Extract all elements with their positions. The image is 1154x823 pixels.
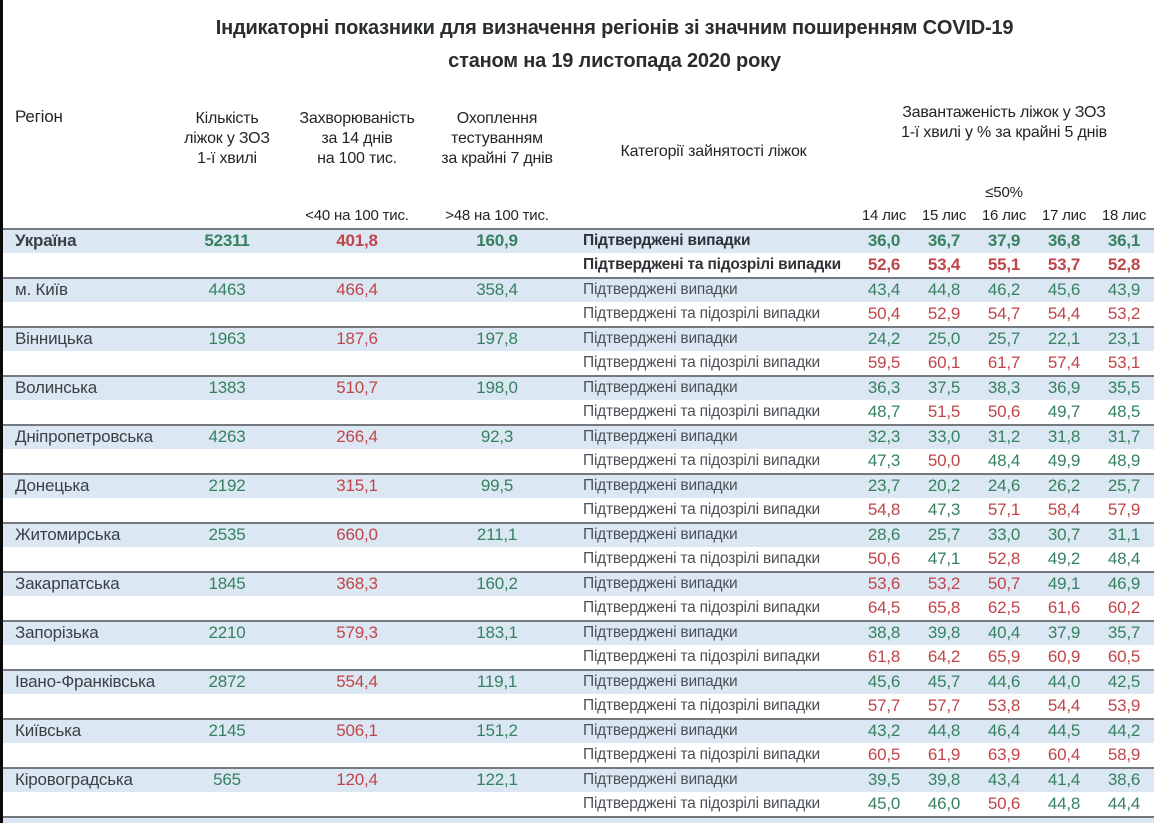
testing-empty-cell [421, 302, 573, 327]
occupancy-confirmed-value: 22,1 [1034, 326, 1094, 351]
beds-value: 4263 [161, 424, 293, 449]
occupancy-confirmed-value: 38,3 [974, 375, 1034, 400]
incidence-empty-cell [293, 547, 421, 572]
incidence-empty-cell [293, 596, 421, 621]
occupancy-confirmed-value: 25,7 [974, 326, 1034, 351]
testing-value: 160,2 [421, 571, 573, 596]
occupancy-suspected-value: 48,4 [1094, 547, 1154, 572]
incidence-value: 554,4 [293, 669, 421, 694]
occupancy-suspected-value: 65,8 [914, 596, 974, 621]
occupancy-confirmed-value: 49,1 [1034, 571, 1094, 596]
testing-value: 160,9 [421, 228, 573, 253]
occupancy-confirmed-value: 35,5 [1094, 375, 1154, 400]
region-empty-cell [3, 498, 161, 523]
category-confirmed-label: Підтверджені випадки [573, 424, 854, 449]
occupancy-suspected-value: 49,2 [1034, 547, 1094, 572]
testing-empty-cell [421, 596, 573, 621]
testing-value: 151,2 [421, 718, 573, 743]
incidence-value: 506,1 [293, 718, 421, 743]
occupancy-confirmed-value: 37,9 [974, 228, 1034, 253]
occupancy-confirmed-value: 31,8 [1034, 424, 1094, 449]
occupancy-suspected-value: 47,3 [854, 449, 914, 474]
incidence-empty-cell [293, 792, 421, 817]
occupancy-suspected-value: 60,5 [854, 743, 914, 768]
testing-value: 92,3 [421, 424, 573, 449]
region-name: Волинська [3, 375, 161, 400]
occupancy-confirmed-value: 53,2 [914, 571, 974, 596]
occupancy-confirmed-value: 39,8 [914, 767, 974, 792]
beds-value: 1963 [161, 326, 293, 351]
occupancy-suspected-value: 50,6 [854, 547, 914, 572]
beds-value: 1383 [161, 375, 293, 400]
occupancy-confirmed-value: 36,8 [1034, 228, 1094, 253]
category-suspected-label: Підтверджені та підозрілі випадки [573, 596, 854, 621]
region-empty-cell [3, 253, 161, 278]
occupancy-suspected-value: 59,5 [854, 351, 914, 376]
occupancy-confirmed-value: 44,8 [914, 718, 974, 743]
beds-empty-cell [161, 351, 293, 376]
testing-empty-cell [421, 351, 573, 376]
occupancy-suspected-value: 54,4 [1034, 302, 1094, 327]
incidence-value: 466,4 [293, 277, 421, 302]
beds-value: 1845 [161, 571, 293, 596]
occupancy-suspected-value: 52,8 [974, 547, 1034, 572]
occupancy-confirmed-value: 46,2 [974, 277, 1034, 302]
incidence-threshold-label: <40 на 100 тис. [305, 206, 409, 224]
region-empty-cell [3, 743, 161, 768]
occupancy-suspected-value: 57,9 [1094, 498, 1154, 523]
table-body [3, 228, 1154, 816]
occupancy-suspected-value: 48,7 [854, 400, 914, 425]
occupancy-confirmed-value: 30,7 [1034, 522, 1094, 547]
beds-empty-cell [161, 645, 293, 670]
occupancy-suspected-value: 52,9 [914, 302, 974, 327]
category-suspected-label: Підтверджені та підозрілі випадки [573, 449, 854, 474]
occupancy-confirmed-value: 23,7 [854, 473, 914, 498]
category-suspected-label: Підтверджені та підозрілі випадки [573, 792, 854, 817]
region-empty-cell [3, 694, 161, 719]
occupancy-suspected-value: 53,7 [1034, 253, 1094, 278]
occupancy-suspected-value: 52,6 [854, 253, 914, 278]
occupancy-suspected-value: 57,7 [914, 694, 974, 719]
beds-empty-cell [161, 400, 293, 425]
occupancy-confirmed-value: 53,6 [854, 571, 914, 596]
region-name: м. Київ [3, 277, 161, 302]
occupancy-confirmed-value: 45,7 [914, 669, 974, 694]
occupancy-confirmed-value: 37,9 [1034, 620, 1094, 645]
incidence-empty-cell [293, 498, 421, 523]
region-name: Запорізька [3, 620, 161, 645]
category-confirmed-label: Підтверджені випадки [573, 326, 854, 351]
occupancy-suspected-value: 61,6 [1034, 596, 1094, 621]
occupancy-confirmed-value: 43,4 [974, 767, 1034, 792]
incidence-empty-cell [293, 449, 421, 474]
column-header-incidence: Захворюваність за 14 днів на 100 тис. [299, 110, 415, 167]
occupancy-confirmed-value: 25,7 [1094, 473, 1154, 498]
category-confirmed-label: Підтверджені випадки [573, 571, 854, 596]
incidence-empty-cell [293, 694, 421, 719]
category-suspected-label: Підтверджені та підозрілі випадки [573, 253, 854, 278]
occupancy-confirmed-value: 33,0 [914, 424, 974, 449]
occupancy-suspected-value: 61,8 [854, 645, 914, 670]
region-name: Дніпропетровська [3, 424, 161, 449]
incidence-value: 401,8 [293, 228, 421, 253]
region-name: Вінницька [3, 326, 161, 351]
region-empty-cell [3, 792, 161, 817]
column-header-occupancy: Завантаженість ліжок у ЗОЗ 1-ї хвилі у % за крайні 5 днів [901, 104, 1107, 141]
occupancy-suspected-value: 44,4 [1094, 792, 1154, 817]
category-suspected-label: Підтверджені та підозрілі випадки [573, 400, 854, 425]
testing-empty-cell [421, 547, 573, 572]
region-name: Україна [3, 228, 161, 253]
region-empty-cell [3, 351, 161, 376]
region-empty-cell [3, 547, 161, 572]
day-header-18: 18 лис [1101, 206, 1147, 224]
report-title-line2: станом на 19 листопада 2020 року [448, 50, 781, 72]
occupancy-confirmed-value: 31,1 [1094, 522, 1154, 547]
region-empty-cell [3, 596, 161, 621]
occupancy-confirmed-value: 44,6 [974, 669, 1034, 694]
occupancy-suspected-value: 58,4 [1034, 498, 1094, 523]
occupancy-suspected-value: 60,2 [1094, 596, 1154, 621]
incidence-empty-cell [293, 645, 421, 670]
category-suspected-label: Підтверджені та підозрілі випадки [573, 694, 854, 719]
occupancy-confirmed-value: 28,6 [854, 522, 914, 547]
region-name: Київська [3, 718, 161, 743]
category-suspected-label: Підтверджені та підозрілі випадки [573, 302, 854, 327]
testing-value: 119,1 [421, 669, 573, 694]
occupancy-confirmed-value: 23,1 [1094, 326, 1154, 351]
occupancy-confirmed-value: 36,1 [1094, 228, 1154, 253]
incidence-empty-cell [293, 743, 421, 768]
beds-value: 2145 [161, 718, 293, 743]
day-header-14: 14 лис [861, 206, 907, 224]
occupancy-confirmed-value: 41,4 [1034, 767, 1094, 792]
category-confirmed-label: Підтверджені випадки [573, 522, 854, 547]
occupancy-suspected-value: 54,8 [854, 498, 914, 523]
occupancy-confirmed-value: 26,2 [1034, 473, 1094, 498]
incidence-value: 120,4 [293, 767, 421, 792]
occupancy-suspected-value: 46,0 [914, 792, 974, 817]
occupancy-confirmed-value: 39,8 [914, 620, 974, 645]
occupancy-suspected-value: 60,5 [1094, 645, 1154, 670]
occupancy-suspected-value: 50,4 [854, 302, 914, 327]
testing-value: 197,8 [421, 326, 573, 351]
testing-value: 358,4 [421, 277, 573, 302]
category-confirmed-label: Підтверджені випадки [573, 473, 854, 498]
occupancy-suspected-value: 60,9 [1034, 645, 1094, 670]
occupancy-suspected-value: 45,0 [854, 792, 914, 817]
occupancy-confirmed-value: 38,8 [854, 620, 914, 645]
occupancy-suspected-value: 63,9 [974, 743, 1034, 768]
beds-value: 2210 [161, 620, 293, 645]
incidence-value: 187,6 [293, 326, 421, 351]
occupancy-suspected-value: 47,1 [914, 547, 974, 572]
occupancy-suspected-value: 49,7 [1034, 400, 1094, 425]
beds-empty-cell [161, 596, 293, 621]
category-suspected-label: Підтверджені та підозрілі випадки [573, 743, 854, 768]
occupancy-confirmed-value: 37,5 [914, 375, 974, 400]
occupancy-confirmed-value: 40,4 [974, 620, 1034, 645]
beds-empty-cell [161, 449, 293, 474]
report-title-line1: Індикаторні показники для визначення регіонів зі значним поширенням COVID-19 [215, 17, 1014, 39]
occupancy-confirmed-value: 25,7 [914, 522, 974, 547]
day-header-17: 17 лис [1041, 206, 1087, 224]
category-confirmed-label: Підтверджені випадки [573, 767, 854, 792]
beds-value: 52311 [161, 228, 293, 253]
occupancy-confirmed-value: 44,8 [914, 277, 974, 302]
occupancy-confirmed-value: 43,4 [854, 277, 914, 302]
testing-empty-cell [421, 400, 573, 425]
occupancy-suspected-value: 53,8 [974, 694, 1034, 719]
testing-threshold-label: >48 на 100 тис. [445, 206, 549, 224]
incidence-empty-cell [293, 351, 421, 376]
column-header-category: Категорії зайнятості ліжок [620, 143, 807, 160]
testing-empty-cell [421, 449, 573, 474]
testing-value: 198,0 [421, 375, 573, 400]
region-name: Івано-Франківська [3, 669, 161, 694]
occupancy-suspected-value: 60,1 [914, 351, 974, 376]
occupancy-suspected-value: 54,7 [974, 302, 1034, 327]
occupancy-confirmed-value: 39,5 [854, 767, 914, 792]
occupancy-confirmed-value: 46,9 [1094, 571, 1154, 596]
beds-value: 4463 [161, 277, 293, 302]
occupancy-confirmed-value: 43,9 [1094, 277, 1154, 302]
occupancy-suspected-value: 53,9 [1094, 694, 1154, 719]
incidence-value: 579,3 [293, 620, 421, 645]
category-suspected-label: Підтверджені та підозрілі випадки [573, 645, 854, 670]
occupancy-confirmed-value: 24,6 [974, 473, 1034, 498]
occupancy-suspected-value: 48,5 [1094, 400, 1154, 425]
category-confirmed-label: Підтверджені випадки [573, 718, 854, 743]
occupancy-confirmed-value: 50,7 [974, 571, 1034, 596]
beds-value: 2872 [161, 669, 293, 694]
testing-value: 183,1 [421, 620, 573, 645]
occupancy-confirmed-value: 45,6 [854, 669, 914, 694]
beds-value: 2535 [161, 522, 293, 547]
occupancy-suspected-value: 60,4 [1034, 743, 1094, 768]
testing-empty-cell [421, 498, 573, 523]
occupancy-suspected-value: 57,7 [854, 694, 914, 719]
occupancy-confirmed-value: 31,7 [1094, 424, 1154, 449]
occupancy-confirmed-value: 25,0 [914, 326, 974, 351]
beds-value: 565 [161, 767, 293, 792]
occupancy-confirmed-value: 36,9 [1034, 375, 1094, 400]
beds-empty-cell [161, 302, 293, 327]
category-suspected-label: Підтверджені та підозрілі випадки [573, 498, 854, 523]
occupancy-suspected-value: 61,7 [974, 351, 1034, 376]
occupancy-suspected-value: 58,9 [1094, 743, 1154, 768]
occupancy-confirmed-value: 33,0 [974, 522, 1034, 547]
region-name: Донецька [3, 473, 161, 498]
testing-empty-cell [421, 792, 573, 817]
testing-empty-cell [421, 645, 573, 670]
occupancy-suspected-value: 50,6 [974, 400, 1034, 425]
category-confirmed-label: Підтверджені випадки [573, 620, 854, 645]
region-empty-cell [3, 400, 161, 425]
occupancy-confirmed-value: 36,0 [854, 228, 914, 253]
testing-empty-cell [421, 694, 573, 719]
region-empty-cell [3, 645, 161, 670]
region-name: Житомирська [3, 522, 161, 547]
beds-empty-cell [161, 547, 293, 572]
column-header-region: Регіон [15, 107, 63, 126]
incidence-value: 510,7 [293, 375, 421, 400]
beds-empty-cell [161, 694, 293, 719]
occupancy-confirmed-value: 38,6 [1094, 767, 1154, 792]
occupancy-confirmed-value: 44,5 [1034, 718, 1094, 743]
occupancy-suspected-value: 44,8 [1034, 792, 1094, 817]
occupancy-confirmed-value: 44,2 [1094, 718, 1154, 743]
occupancy-suspected-value: 65,9 [974, 645, 1034, 670]
beds-empty-cell [161, 792, 293, 817]
region-name: Закарпатська [3, 571, 161, 596]
occupancy-suspected-value: 61,9 [914, 743, 974, 768]
occupancy-suspected-value: 51,5 [914, 400, 974, 425]
occupancy-confirmed-value: 44,0 [1034, 669, 1094, 694]
beds-empty-cell [161, 743, 293, 768]
occupancy-suspected-value: 64,2 [914, 645, 974, 670]
category-suspected-label: Підтверджені та підозрілі випадки [573, 351, 854, 376]
occupancy-confirmed-value: 24,2 [854, 326, 914, 351]
beds-empty-cell [161, 253, 293, 278]
region-empty-cell [3, 449, 161, 474]
incidence-empty-cell [293, 400, 421, 425]
occupancy-confirmed-value: 36,3 [854, 375, 914, 400]
occupancy-suspected-value: 53,1 [1094, 351, 1154, 376]
occupancy-suspected-value: 50,6 [974, 792, 1034, 817]
category-suspected-label: Підтверджені та підозрілі випадки [573, 547, 854, 572]
occupancy-confirmed-value: 45,6 [1034, 277, 1094, 302]
beds-empty-cell [161, 498, 293, 523]
testing-value: 122,1 [421, 767, 573, 792]
clipped-next-row [3, 816, 1154, 823]
occupancy-suspected-value: 62,5 [974, 596, 1034, 621]
occupancy-confirmed-value: 46,4 [974, 718, 1034, 743]
incidence-empty-cell [293, 253, 421, 278]
occupancy-confirmed-value: 43,2 [854, 718, 914, 743]
occupancy-suspected-value: 53,4 [914, 253, 974, 278]
column-header-beds: Кількість ліжок у ЗОЗ 1-ї хвилі [184, 110, 270, 167]
category-confirmed-label: Підтверджені випадки [573, 228, 854, 253]
incidence-empty-cell [293, 302, 421, 327]
incidence-value: 368,3 [293, 571, 421, 596]
incidence-value: 315,1 [293, 473, 421, 498]
region-name: Кіровоградська [3, 767, 161, 792]
occupancy-confirmed-value: 20,2 [914, 473, 974, 498]
occupancy-confirmed-value: 31,2 [974, 424, 1034, 449]
testing-value: 99,5 [421, 473, 573, 498]
occupancy-confirmed-value: 32,3 [854, 424, 914, 449]
category-confirmed-label: Підтверджені випадки [573, 375, 854, 400]
incidence-value: 266,4 [293, 424, 421, 449]
occupancy-suspected-value: 48,4 [974, 449, 1034, 474]
category-confirmed-label: Підтверджені випадки [573, 669, 854, 694]
day-header-15: 15 лис [921, 206, 967, 224]
table-header [3, 95, 1154, 228]
day-header-16: 16 лис [981, 206, 1027, 224]
occupancy-confirmed-value: 36,7 [914, 228, 974, 253]
occupancy-suspected-value: 47,3 [914, 498, 974, 523]
occupancy-suspected-value: 49,9 [1034, 449, 1094, 474]
occupancy-suspected-value: 57,4 [1034, 351, 1094, 376]
region-empty-cell [3, 302, 161, 327]
testing-empty-cell [421, 743, 573, 768]
occupancy-suspected-value: 57,1 [974, 498, 1034, 523]
testing-value: 211,1 [421, 522, 573, 547]
category-confirmed-label: Підтверджені випадки [573, 277, 854, 302]
occupancy-suspected-value: 53,2 [1094, 302, 1154, 327]
incidence-value: 660,0 [293, 522, 421, 547]
column-header-testing: Охоплення тестуванням за крайні 7 днів [441, 110, 553, 167]
occupancy-suspected-value: 52,8 [1094, 253, 1154, 278]
occupancy-suspected-value: 48,9 [1094, 449, 1154, 474]
occupancy-confirmed-value: 42,5 [1094, 669, 1154, 694]
occupancy-confirmed-value: 35,7 [1094, 620, 1154, 645]
occupancy-suspected-value: 54,4 [1034, 694, 1094, 719]
report-title [3, 0, 1154, 95]
occupancy-threshold-label: ≤50% [985, 184, 1023, 201]
occupancy-suspected-value: 50,0 [914, 449, 974, 474]
occupancy-suspected-value: 55,1 [974, 253, 1034, 278]
occupancy-suspected-value: 64,5 [854, 596, 914, 621]
beds-value: 2192 [161, 473, 293, 498]
testing-empty-cell [421, 253, 573, 278]
